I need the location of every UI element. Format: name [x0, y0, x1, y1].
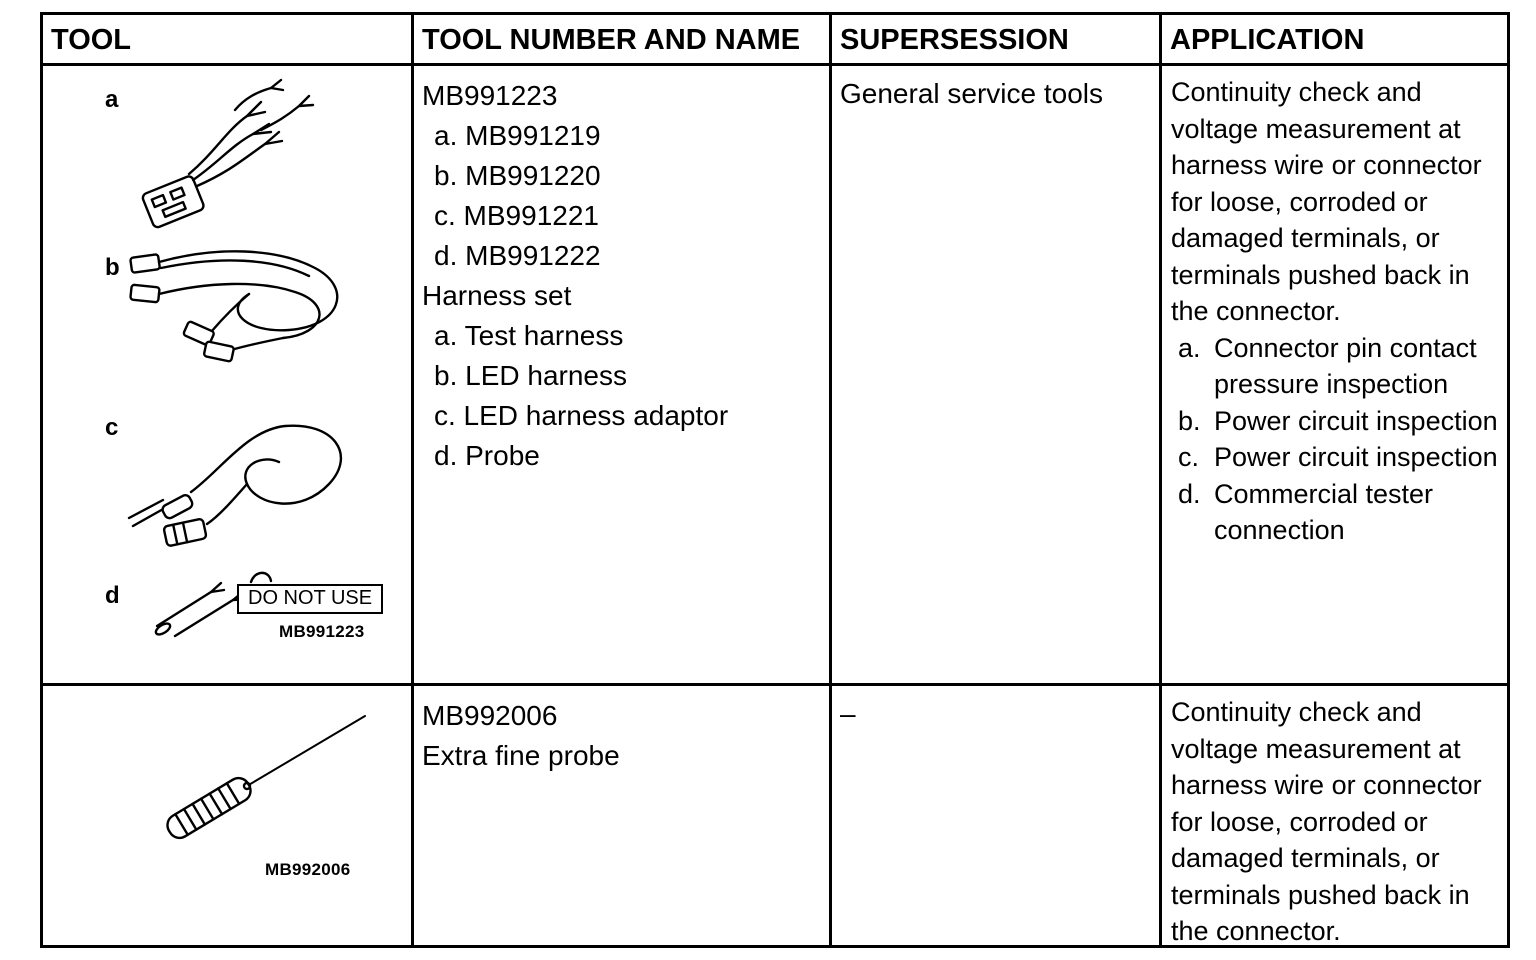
- application-item-label: c.: [1178, 442, 1200, 472]
- application-item-label: a.: [1178, 332, 1201, 363]
- tool-number-line: Harness set: [422, 280, 572, 311]
- tool-number-line: d. Probe: [434, 440, 540, 471]
- application-item: [1171, 476, 1499, 549]
- harness-a-illustration: [131, 72, 341, 244]
- application-item-label: d.: [1178, 478, 1201, 509]
- header-tool-label: TOOL: [51, 23, 132, 56]
- header-tool: [43, 15, 411, 63]
- application-items: [1171, 330, 1499, 549]
- row1-application-cell: [1159, 63, 1507, 683]
- tool-item-label-d: d: [105, 582, 120, 609]
- application-item: [1171, 403, 1499, 440]
- row2-tool-cell: [43, 683, 411, 945]
- header-tool-number-label: TOOL NUMBER AND NAME: [422, 23, 801, 56]
- supersession-value: General service tools: [840, 78, 1104, 109]
- tool-number-line: c. LED harness adaptor: [434, 400, 729, 431]
- row1-tool-cell: [43, 63, 411, 683]
- tool-caption-mb992006: MB992006: [265, 860, 351, 879]
- application-intro: Continuity check and voltage measurement at harness wire or connector for loose, corroded or damaged terminals, or terminals pushed back in the connector.: [1171, 77, 1482, 326]
- row2-tool-number-cell: [411, 683, 829, 945]
- header-application-label: APPLICATION: [1170, 23, 1365, 56]
- tool-item-label-b: b: [105, 254, 120, 281]
- header-supersession-label: SUPERSESSION: [840, 23, 1069, 56]
- tool-number-line: Extra fine probe: [422, 740, 620, 771]
- application-item: [1171, 330, 1499, 403]
- application-item-text: Commercial tester connection: [1214, 478, 1434, 545]
- tool-caption-mb991223: MB991223: [279, 622, 365, 641]
- tool-number-line: a. Test harness: [434, 320, 624, 351]
- row1-supersession-cell: [829, 63, 1159, 683]
- row2-application-cell: [1159, 683, 1507, 945]
- special-tools-table: [40, 12, 1510, 948]
- harness-c-illustration: [121, 396, 376, 556]
- application-item-text: Connector pin contact pressure inspection: [1214, 332, 1477, 399]
- application-item-label: b.: [1178, 405, 1201, 436]
- supersession-value: –: [840, 698, 856, 729]
- tool-number-line: d. MB991222: [434, 240, 601, 271]
- tool-item-label-c: c: [105, 414, 119, 441]
- application-item-text: Power circuit inspection: [1214, 442, 1498, 472]
- application-item-text: Power circuit inspection: [1214, 405, 1498, 436]
- tool-number-line: MB991223: [422, 80, 558, 111]
- tool-number-line: b. LED harness: [434, 360, 627, 391]
- extra-fine-probe-illustration: [129, 710, 379, 855]
- header-application: [1159, 15, 1507, 63]
- application-item: [1171, 439, 1499, 476]
- do-not-use-box: DO NOT USE: [237, 584, 383, 614]
- row1-tool-number-cell: [411, 63, 829, 683]
- tool-number-line: c. MB991221: [434, 200, 599, 231]
- tool-item-label-a: a: [105, 86, 119, 113]
- harness-b-illustration: [127, 234, 377, 369]
- tool-number-line: MB992006: [422, 700, 558, 731]
- row2-supersession-cell: [829, 683, 1159, 945]
- header-supersession: [829, 15, 1159, 63]
- application-intro: Continuity check and voltage measurement at harness wire or connector for loose, corroded or damaged terminals, or terminals pushed back in the connector.: [1171, 697, 1482, 945]
- tool-number-line: a. MB991219: [434, 120, 601, 151]
- tool-number-line: b. MB991220: [434, 160, 601, 191]
- header-tool-number: [411, 15, 829, 63]
